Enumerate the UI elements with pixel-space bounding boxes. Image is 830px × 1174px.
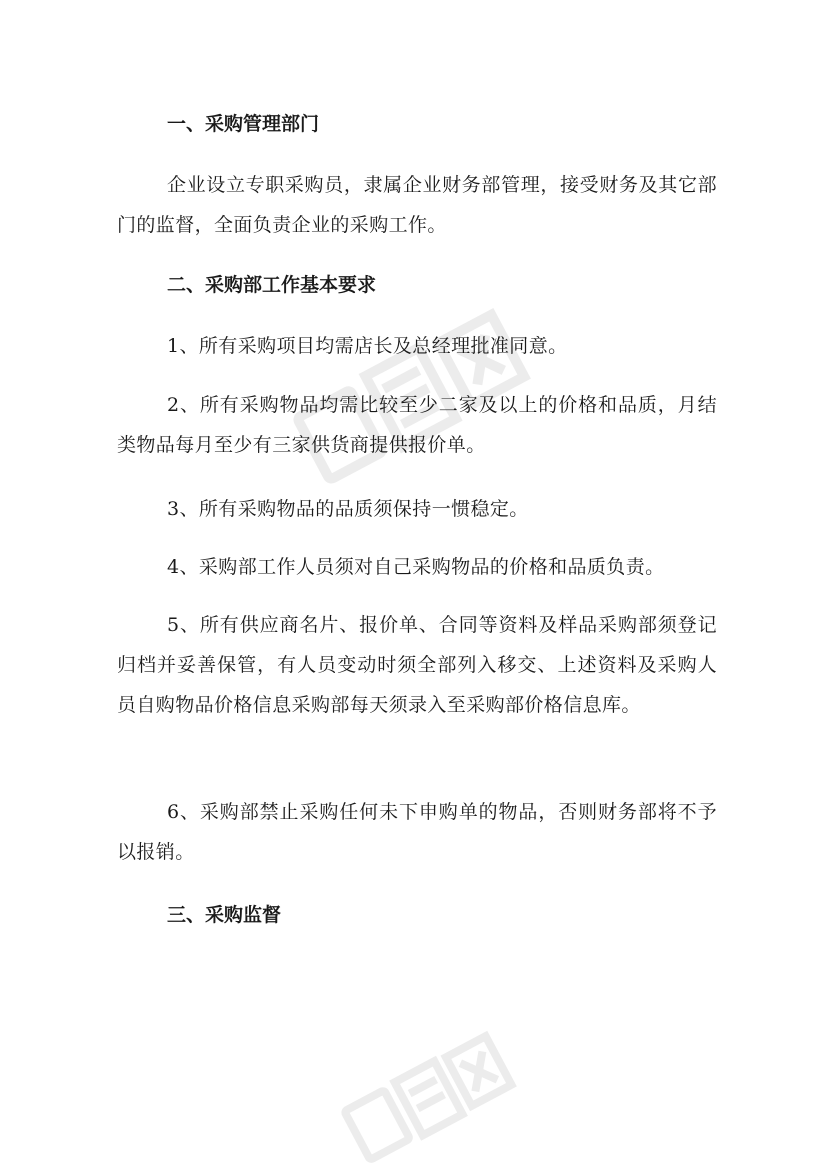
watermark-logo <box>330 1030 530 1174</box>
paragraph-department-description: 企业设立专职采购员，隶属企业财务部管理，接受财务及其它部门的监督，全面负责企业的采购工作。 <box>117 174 717 236</box>
requirement-item: 5、所有供应商名片、报价单、合同等资料及样品采购部须登记归档并妥善保管，有人员变动时须全部列入移交、上述资料及采购人员自购物品价格信息采购部每天须录入至采购部价格信息库。 <box>117 614 717 716</box>
requirement-item: 6、采购部禁止采购任何未下申购单的物品，否则财务部将不予以报销。 <box>117 801 717 863</box>
section-heading-purchasing-department: 一、采购管理部门 <box>167 113 320 135</box>
requirement-item: 3、所有采购物品的品质须保持一惯稳定。 <box>167 498 529 520</box>
requirement-item: 2、所有采购物品均需比较至少二家及以上的价格和品质，月结类物品每月至少有三家供货商提供报价单。 <box>117 394 717 456</box>
section-heading-basic-requirements: 二、采购部工作基本要求 <box>167 274 377 296</box>
requirement-item: 4、采购部工作人员须对自己采购物品的价格和品质负责。 <box>167 556 665 578</box>
section-heading-purchasing-supervision: 三、采购监督 <box>167 904 282 926</box>
requirement-item: 1、所有采购项目均需店长及总经理批准同意。 <box>167 335 568 357</box>
